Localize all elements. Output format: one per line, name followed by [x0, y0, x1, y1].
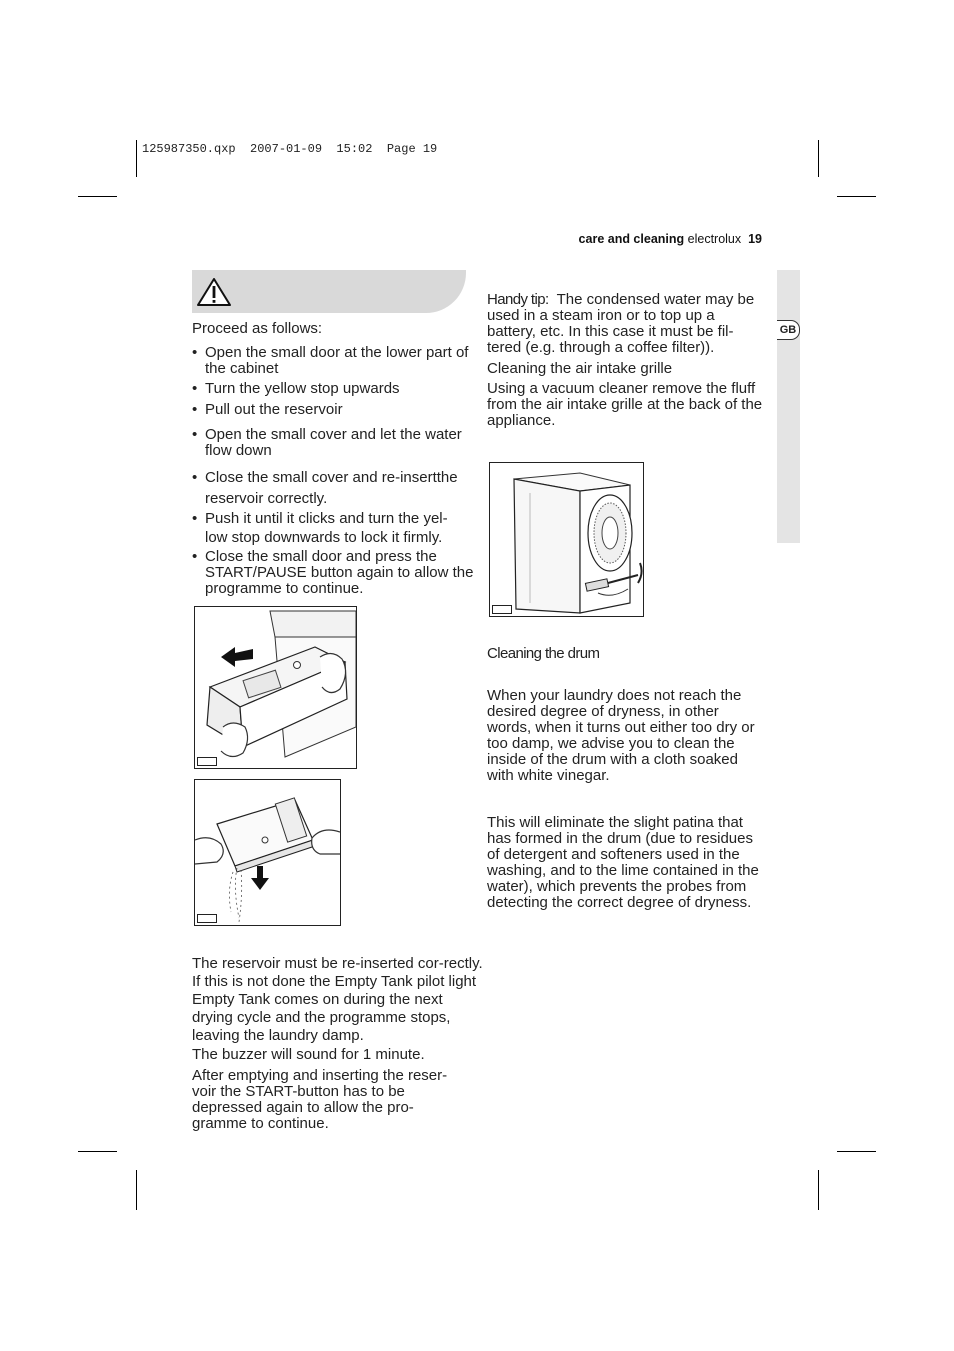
brand-name: electrolux: [687, 232, 742, 246]
air-grille-illustration: [489, 462, 644, 617]
reservoir-pull-illustration: [194, 606, 357, 769]
emptying-drawing: [195, 780, 340, 925]
list-item: • Close the small door and press the START/PAUSE button again to allow the programme to continue.: [192, 548, 474, 597]
warning-bar: [192, 270, 466, 313]
intro-text: Proceed as follows:: [192, 320, 323, 337]
crop-mark: [136, 1170, 137, 1210]
crop-mark: [837, 196, 876, 197]
grille-heading: Cleaning the air intake grille: [487, 360, 673, 377]
arrow-down-icon: [251, 866, 269, 890]
crop-mark: [78, 1151, 117, 1152]
step-list: [192, 345, 482, 377]
drum-text-1: When your laundry does not reach the desired degree of dryness, in other words, when it turns out either too dry or too damp, we advise you to clean the inside of the drum with a cloth soaked with white vinegar.: [487, 687, 755, 784]
list-item: • Close the small cover and re-insertthe reservoir correctly.: [192, 469, 458, 507]
arrow-left-icon: [221, 645, 255, 667]
figure-code-box: [492, 605, 512, 614]
figure-code-box: [197, 914, 217, 923]
side-tab: [777, 270, 800, 543]
list-item: • Push it until it clicks and turn the yel-low stop downwards to lock it firmly.: [192, 510, 448, 546]
handy-tip: [487, 292, 762, 356]
crop-mark: [818, 1170, 819, 1210]
left-column: [192, 321, 482, 337]
tip-label: Handy tip:: [487, 291, 549, 308]
section-title: care and cleaning: [578, 232, 685, 246]
reinsert-paragraph: The reservoir must be re-inserted cor-rectly. If this is not done the Empty Tank pilot light Empty Tank comes on during the next drying cycle and the programme stops, leaving the laundry damp.: [192, 955, 483, 1044]
reservoir-emptying-illustration: [194, 779, 341, 926]
drum-heading: Cleaning the drum: [487, 645, 600, 662]
restart-paragraph: After emptying and inserting the reser-voir the START-button has to be depressed again to allow the pro-gramme to continue.: [192, 1067, 448, 1132]
tip-text: The condensed water may be used in a steam iron or to top up a battery, etc. In this case it must be fil-tered (e.g. through a coffee filter)).: [487, 291, 755, 356]
page-number: 19: [748, 232, 762, 246]
language-tab: GB: [777, 320, 800, 340]
reservoir-drawing: [195, 607, 356, 768]
grille-text: Using a vacuum cleaner remove the fluff from the air intake grille at the back of the appliance.: [487, 380, 763, 429]
list-item: • Open the small cover and let the water flow down: [192, 426, 462, 459]
running-header: [579, 232, 762, 246]
buzzer-text: The buzzer will sound for 1 minute.: [192, 1046, 425, 1063]
dryer-back-drawing: [490, 463, 643, 616]
list-item: • Pull out the reservoir: [192, 401, 343, 418]
crop-mark: [78, 196, 117, 197]
print-slug: 125987350.qxp 2007-01-09 15:02 Page 19: [142, 142, 438, 156]
drum-text-2: This will eliminate the slight patina that has formed in the drum (due to residues of detergent and softeners used in the washing, and to the lime contained in the water), which prevents the probes from detecting the correct degree of dryness.: [487, 814, 759, 911]
list-item: • Open the small door at the lower part of the cabinet: [192, 344, 469, 377]
list-item: • Turn the yellow stop upwards: [192, 380, 400, 397]
crop-mark: [818, 140, 819, 177]
warning-triangle-icon: [196, 277, 232, 307]
crop-mark: [136, 140, 137, 177]
figure-code-box: [197, 757, 217, 766]
crop-mark: [837, 1151, 876, 1152]
